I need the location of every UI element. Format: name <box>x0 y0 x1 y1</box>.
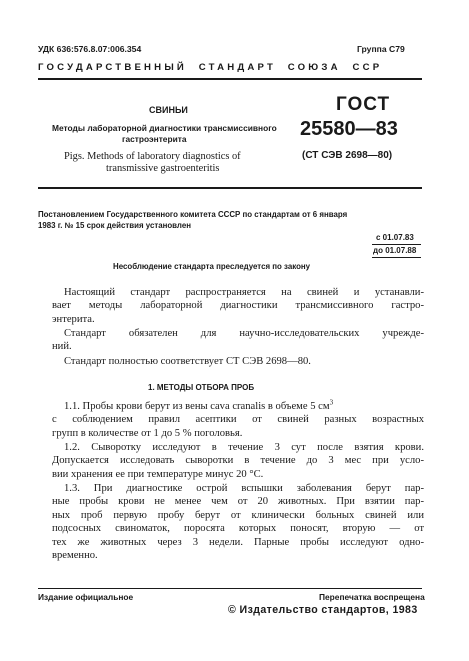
st-sev-reference: (СТ СЭВ 2698—80) <box>302 150 393 161</box>
reprint-prohibited: Перепечатка воспрещена <box>319 592 425 602</box>
subtitle-ru-line2: гастроэнтерита <box>122 134 187 144</box>
group-code: Группа С79 <box>357 44 405 54</box>
valid-to: до 01.07.88 <box>373 246 417 255</box>
state-standard-banner: ГОСУДАРСТВЕННЫЙ СТАНДАРТ СОЮЗА ССР <box>38 62 383 73</box>
title-en-line1: Pigs. Methods of laboratory diagnostics of <box>64 151 241 162</box>
valid-to-underline <box>372 257 421 258</box>
udc-code: УДК 636:576.8.07:006.354 <box>38 44 142 54</box>
valid-from: с 01.07.83 <box>376 233 414 242</box>
clause-1-2: 1.2. Сыворотку исследуют в течение 3 сут после взятия крови. Допускается исследовать сыворотки в течение до 3 мес при усло- вии хранения ее при температуре минус 20 °С. <box>52 442 424 480</box>
intro-paragraph-2: Стандарт обязателен для научно-исследовательских учрежде- ний. <box>52 328 424 353</box>
title-ru: СВИНЬИ <box>149 105 188 115</box>
intro-paragraph-3: Стандарт полностью соответствует СТ СЭВ 2698—80. <box>64 356 311 367</box>
official-edition: Издание официальное <box>38 592 134 602</box>
copyright: © Издательство стандартов, 1983 <box>228 604 418 616</box>
title-rule <box>38 187 422 189</box>
gost-label: ГОСТ <box>336 94 391 115</box>
clause-1-1: 1.1. Пробы крови берут из вены cava cranalis в объеме 5 $см^3$ с соблюдением правил асептики от свиней разных возрастных групп в количестве от 1 до 5 % поголовья. <box>52 398 424 439</box>
title-en-line2: transmissive gastroenteritis <box>106 163 220 174</box>
section-1-heading: 1. МЕТОДЫ ОТБОРА ПРОБ <box>148 383 255 392</box>
subtitle-ru-line1: Методы лабораторной диагностики трансмиссивного <box>52 123 277 133</box>
intro-paragraph-1: Настоящий стандарт распространяется на свиней и устанавли- вает методы лабораторной диагностики трансмиссивного гастро- энтерита. <box>52 287 424 325</box>
valid-from-underline <box>372 244 421 245</box>
decree-line2: 1983 г. № 15 срок действия установлен <box>38 221 191 230</box>
footer-rule <box>38 588 422 589</box>
header-rule <box>38 78 422 80</box>
clause-1-3: 1.3. При диагностике острой вспышки заболевания берут пар- ные пробы крови не менее чем от 20 животных. При взятии пар- ных проб первую пробу берут от клинически больных свиней или подсосных свиноматок, поросята которых поносят, вторую — от тех же животных через 3 недели. Парные пробы исследуют одно- временно. <box>52 483 424 562</box>
decree-line1: Постановлением Государственного комитета СССР по стандартам от 6 января <box>38 210 348 219</box>
gost-number: 25580—83 <box>300 118 398 140</box>
compliance-notice: Несоблюдение стандарта преследуется по закону <box>113 262 311 271</box>
